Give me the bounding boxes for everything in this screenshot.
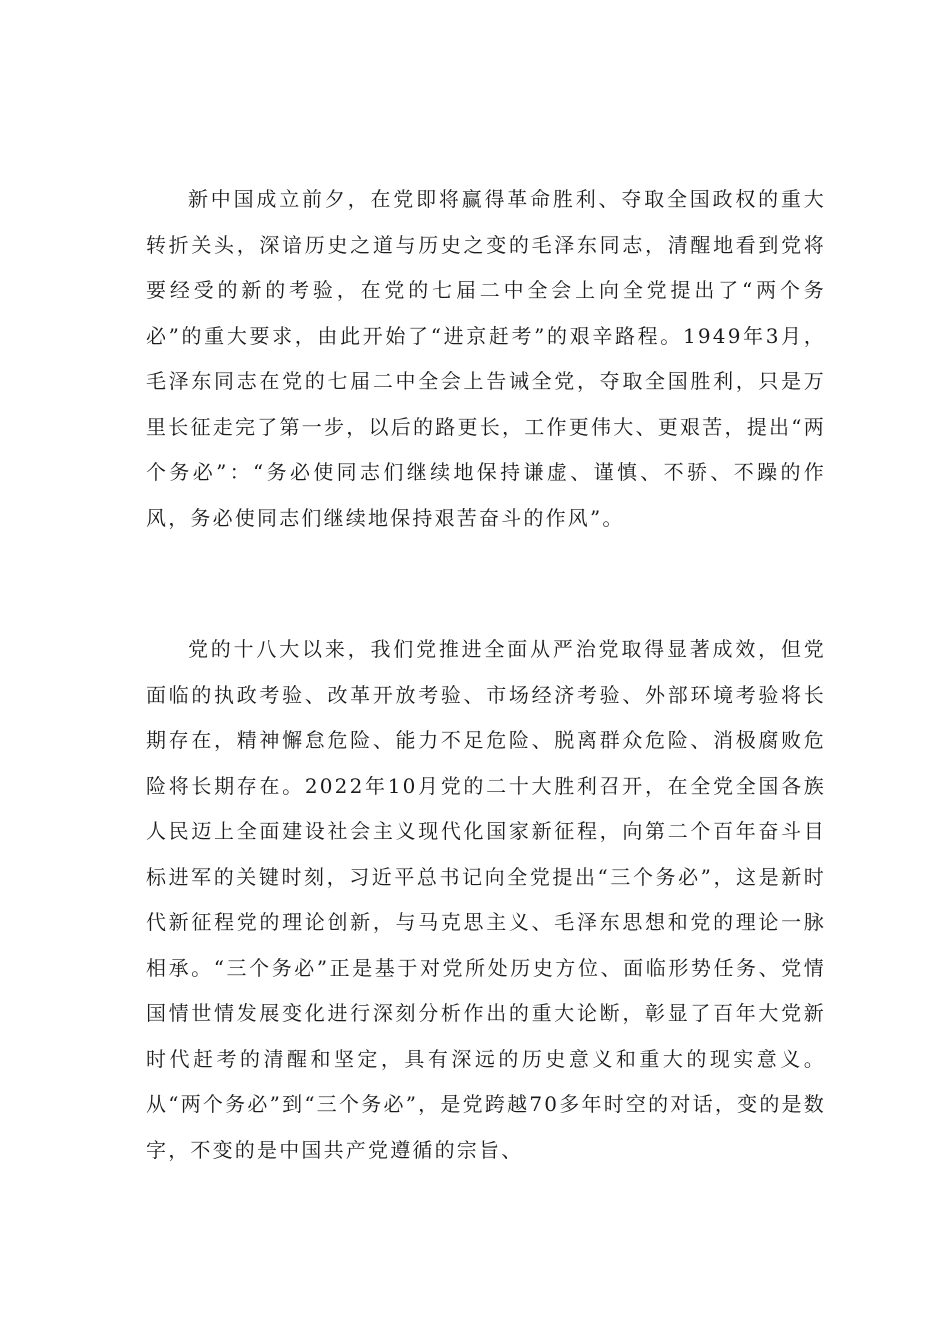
paragraph-three-musts: 党的十八大以来，我们党推进全面从严治党取得显著成效，但党面临的执政考验、改革开放考验、市场经济考验、外部环境考验将长期存在，精神懈怠危险、能力不足危险、脱离群众危险、消极腐败危险将长期存在。2022年10月党的二十大胜利召开，在全党全国各族人民迈上全面建设社会主义现代化国家新征程，向第二个百年奋斗目标进军的关键时刻，习近平总书记向全党提出“三个务必”，这是新时代新征程党的理论创新，与马克思主义、毛泽东思想和党的理论一脉相承。“三个务必”正是基于对党所处历史方位、面临形势任务、党情国情世情发展变化进行深刻分析作出的重大论断，彰显了百年大党新时代赶考的清醒和坚定，具有深远的历史意义和重大的现实意义。从“两个务必”到“三个务必”，是党跨越70多年时空的对话，变的是数字，不变的是中国共产党遵循的宗旨、 (146, 637, 826, 1162)
paragraph-two-musts: 新中国成立前夕，在党即将赢得革命胜利、夺取全国政权的重大转折关头，深谙历史之道与历史之变的毛泽东同志，清醒地看到党将要经受的新的考验，在党的七届二中全会上向全党提出了“两个务必”的重大要求，由此开始了“进京赶考”的艰辛路程。1949年3月，毛泽东同志在党的七届二中全会上告诫全党，夺取全国胜利，只是万里长征走完了第一步，以后的路更长，工作更伟大、更艰苦，提出“两个务必”：“务必使同志们继续地保持谦虚、谨慎、不骄、不躁的作风，务必使同志们继续地保持艰苦奋斗的作风”。 (146, 187, 826, 530)
